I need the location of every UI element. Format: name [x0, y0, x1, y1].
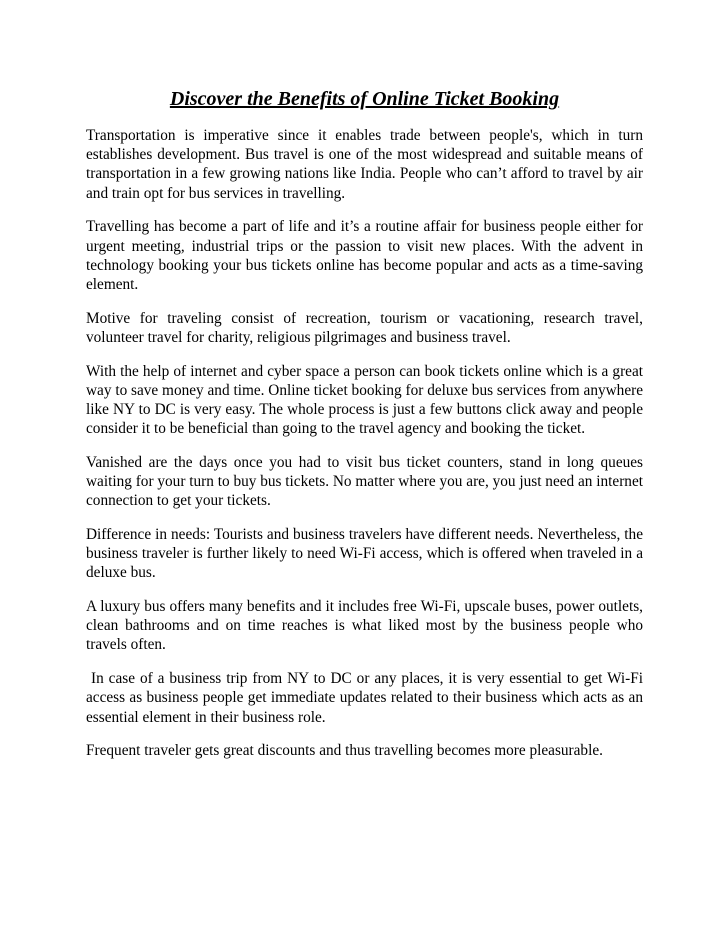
paragraph-8: In case of a business trip from NY to DC or any places, it is very essential to get Wi-Fi access as business people get immediate updates related to their business which acts as an essential element in their business role.: [86, 670, 647, 726]
paragraph-5: Vanished are the days once you had to visit bus ticket counters, stand in long queues waiting for your turn to buy bus tickets. No matter where you are, you just need an internet connection to get your tickets.: [86, 453, 643, 510]
document-title: Discover the Benefits of Online Ticket Booking: [169, 88, 560, 110]
paragraph-1: Transportation is imperative since it enables trade between people's, which in turn establishes development. Bus travel is one of the most widespread and suitable means of transportation in a few growing nations like India. People who can’t afford to travel by air and train opt for bus services in travelling.: [86, 127, 643, 202]
paragraph-2: Travelling has become a part of life and it’s a routine affair for business people either for urgent meeting, industrial trips or the passion to visit new places. With the advent in technology booking your bus tickets online has become popular and acts as a time-saving element.: [86, 218, 643, 293]
paragraph-7: A luxury bus offers many benefits and it includes free Wi-Fi, upscale buses, power outlets, clean bathrooms and on time reaches is what liked most by the business people who travels often.: [86, 598, 643, 654]
paragraph-6: Difference in needs: Tourists and business travelers have different needs. Nevertheless, the business traveler is further likely to need Wi-Fi access, which is offered when traveled in a deluxe bus.: [86, 525, 643, 582]
paragraph-4: With the help of internet and cyber space a person can book tickets online which is a great way to save money and time. Online ticket booking for deluxe bus services from anywhere like NY to DC is very easy. The whole process is just a few buttons click away and people consider it to be beneficial than going to the travel agency and booking the ticket.: [86, 362, 643, 438]
paragraph-3: Motive for traveling consist of recreation, tourism or vacationing, research travel, volunteer travel for charity, religious pilgrimages and business travel.: [86, 309, 643, 346]
paragraph-9: Frequent traveler gets great discounts and thus travelling becomes more pleasurable.: [86, 742, 603, 760]
document-body: [86, 126, 647, 775]
